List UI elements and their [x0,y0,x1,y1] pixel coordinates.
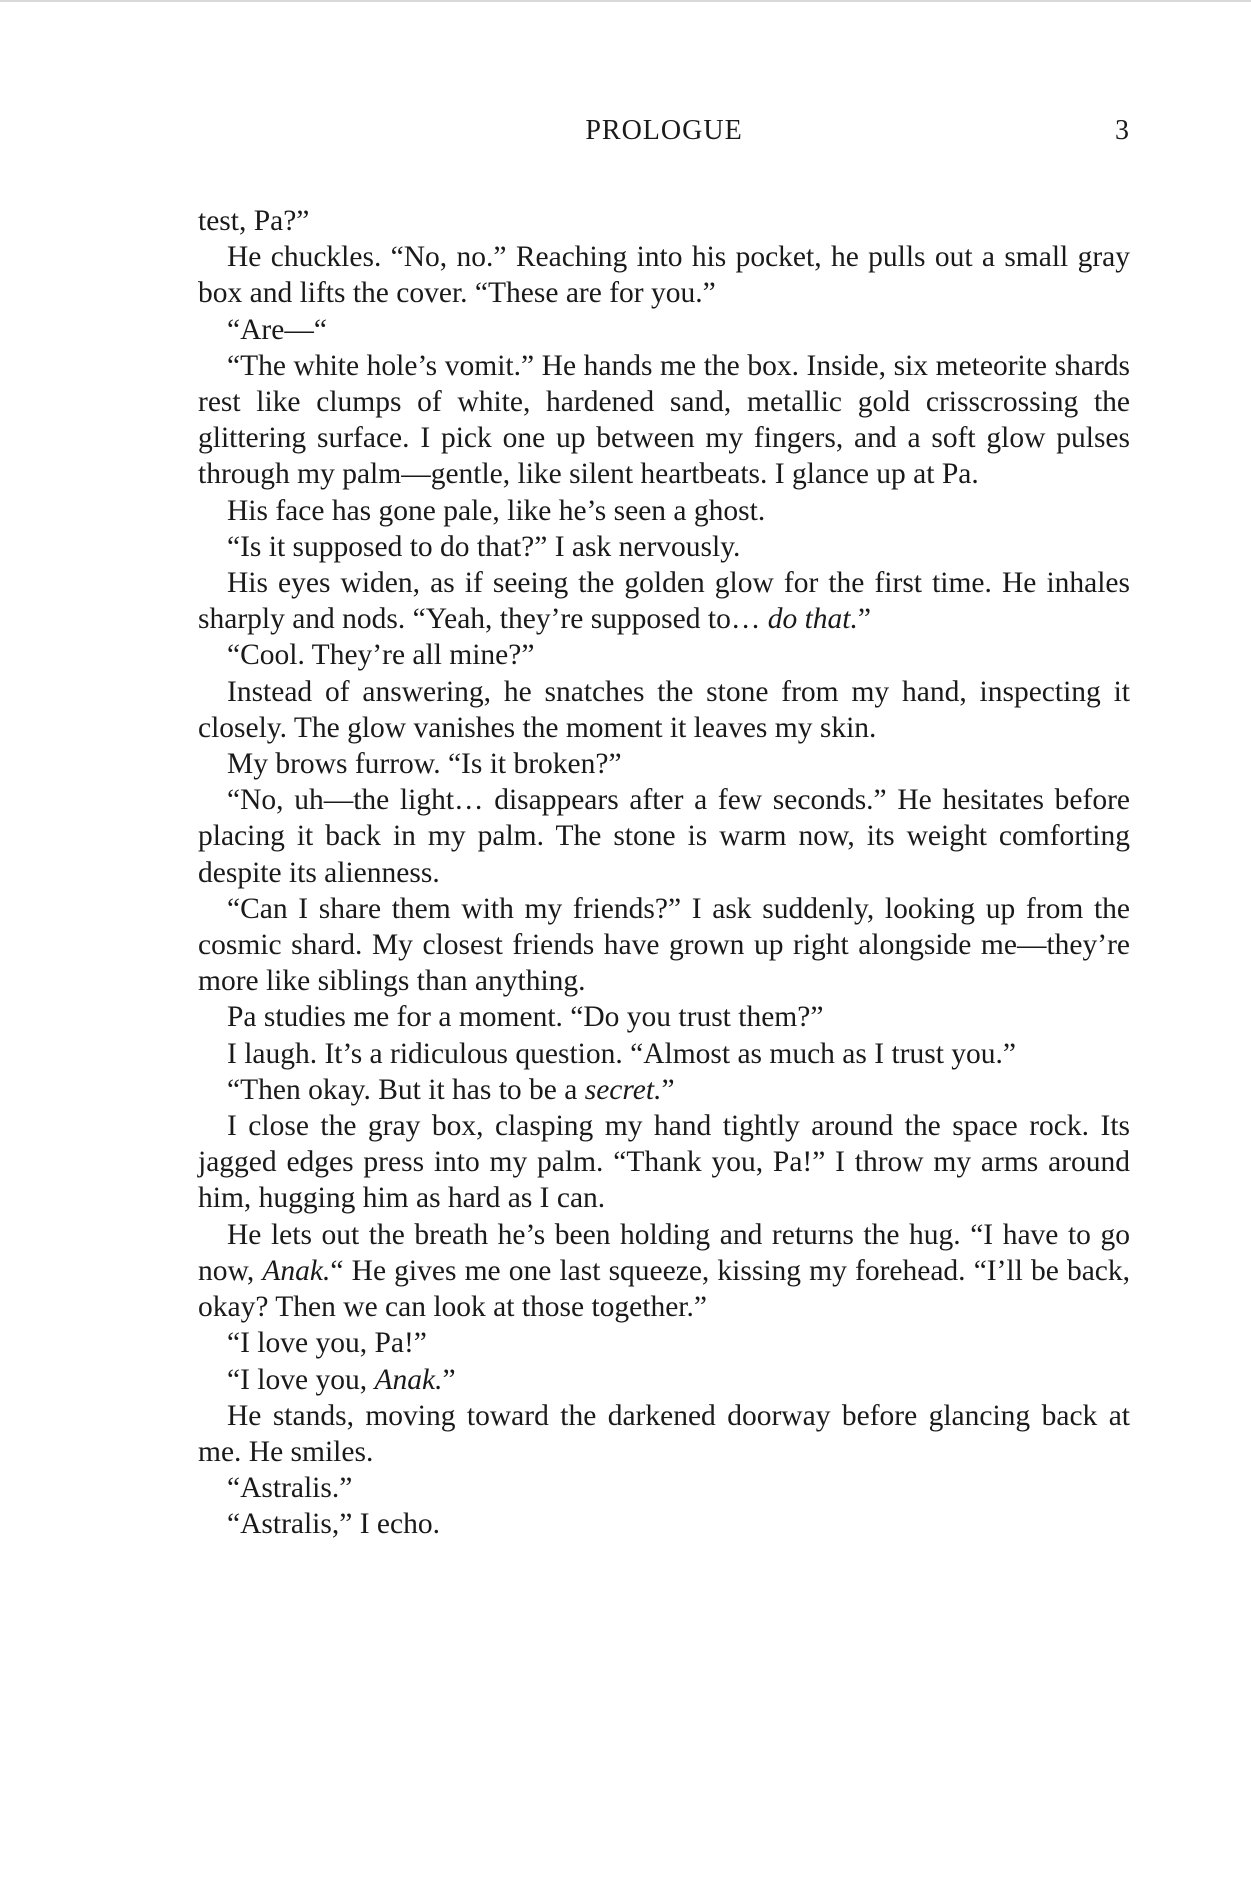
paragraph: test, Pa?” [198,205,310,237]
paragraph: My brows furrow. “Is it broken?” [227,748,622,781]
page-number: 3 [1115,115,1130,146]
top-divider [0,0,1251,2]
paragraph-text: ” [442,1363,456,1396]
paragraph: “Astralis.” [227,1472,353,1505]
chapter-title: PROLOGUE [585,115,743,146]
paragraph: “Astralis,” I echo. [227,1508,440,1541]
paragraph: He chuckles. “No, no.” Reaching into his pocket, he pulls out a small gray box and lifts the cover. “These are for you.” [198,241,1130,310]
running-header [198,115,1130,155]
paragraph: He stands, moving toward the darkened doorway before glancing back at me. He smiles. [198,1399,1130,1468]
emphasis-text: Anak. [262,1254,331,1287]
paragraph: “No, uh—the light… disappears after a few seconds.” He hesitates before placing it back in my palm. The stone is warm now, its weight comforting despite its alienness. [198,784,1130,889]
paragraph-text: He lets out the breath he’s been holding and returns the hug. “I have to go now, [198,1218,1130,1287]
emphasis-text: Anak. [374,1363,443,1396]
paragraph-text: “ He gives me one last squeeze, kissing my forehead. “I’ll be back, okay? Then we can look at those together.” [198,1254,1131,1324]
emphasis-text: do that. [767,603,858,636]
paragraph: “Can I share them with my friends?” I ask suddenly, looking up from the cosmic shard. My closest friends have grown up right alongside me—they’re more like siblings than anything. [198,892,1130,998]
emphasis-text: secret. [584,1073,662,1106]
paragraph [198,1072,1130,1108]
paragraph-text: “Then okay. But it has to be a [227,1073,585,1106]
paragraph-text: ” [857,603,871,636]
paragraph: “I love you, Pa!” [227,1327,427,1360]
body-text [198,203,1130,1543]
paragraph-text: ” [661,1073,675,1106]
paragraph [198,1362,1130,1398]
paragraph-text: His eyes widen, as if seeing the golden glow for the first time. He inhales sharply and nods. “Yeah, they’re supposed to… [198,567,1130,636]
paragraph [198,565,1130,637]
paragraph: “The white hole’s vomit.” He hands me the box. Inside, six meteorite shards rest like clumps of white, hardened sand, metallic gold crisscrossing the glittering surface. I pick one up between my fingers, and a soft glow pulses through my palm—gentle, like silent heartbeats. I glance up at Pa. [198,349,1130,491]
paragraph: I laugh. It’s a ridiculous question. “Almost as much as I trust you.” [227,1037,1016,1070]
paragraph: Instead of answering, he snatches the stone from my hand, inspecting it closely. The glow vanishes the moment it leaves my skin. [198,675,1130,744]
paragraph: “Are—“ [227,313,327,346]
paragraph: I close the gray box, clasping my hand tightly around the space rock. Its jagged edges press into my palm. “Thank you, Pa!” I throw my arms around him, hugging him as hard as I can. [198,1110,1130,1215]
paragraph [198,1217,1130,1326]
paragraph-text: “I love you, [227,1363,375,1396]
paragraph: Pa studies me for a moment. “Do you trust them?” [227,1001,824,1034]
paragraph: “Cool. They’re all mine?” [227,639,535,672]
paragraph: His face has gone pale, like he’s seen a ghost. [227,494,766,527]
paragraph: “Is it supposed to do that?” I ask nervously. [227,530,741,563]
